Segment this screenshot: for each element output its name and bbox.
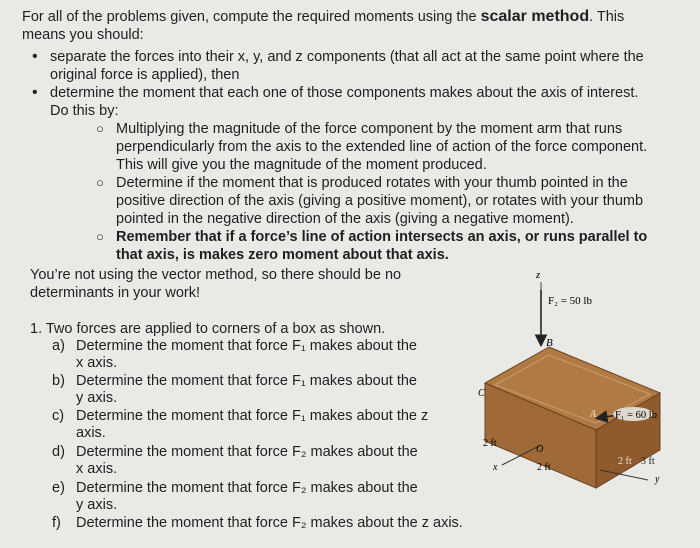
intro-text-2: means you should: (22, 27, 144, 43)
sub-line: Remember that if a force’s line of action intersects an axis, or runs parallel to (116, 229, 648, 245)
dimension-label: 2 ft (537, 462, 551, 473)
question-line: Determine the moment that force F₂ makes about the z axis. (76, 515, 463, 531)
problem-text: Two forces are applied to corners of a box as shown. (45, 321, 386, 337)
bullet-dot-icon: • (32, 48, 38, 65)
bullet-line: original force is applied), then (50, 67, 240, 83)
question-label: b) (52, 373, 65, 389)
question-line: y axis. (76, 497, 118, 513)
sub-line: pointed in the negative direction of the axis (giving a negative moment). (116, 211, 574, 227)
problem-number: 1. (30, 321, 43, 337)
point-c-label: C (478, 388, 485, 399)
question-line: Determine the moment that force F₁ makes about the z (76, 408, 429, 424)
x-axis-label: x (493, 462, 498, 473)
dimension-label: 2 ft (483, 438, 497, 449)
f1-label: F₁ = 60 lb (615, 410, 657, 421)
sub-line: positive direction of the axis (giving a positive moment), or rotates with your thumb (116, 193, 644, 209)
question-label: e) (52, 480, 65, 496)
point-b-label: B (546, 337, 553, 349)
question-line: Determine the moment that force F₁ makes about the (76, 373, 417, 389)
dimension-label: 2 ft (618, 456, 632, 467)
sub-line: This will give you the magnitude of the moment produced. (116, 157, 487, 173)
question-line: axis. (76, 425, 106, 441)
sub-line: Multiplying the magnitude of the force component by the moment arm that runs (116, 121, 623, 137)
z-axis-label: z (536, 269, 541, 281)
intro-text-1: For all of the problems given, compute the required moments using the (22, 9, 481, 25)
point-a-label: A (590, 409, 597, 420)
circle-bullet-icon: ○ (96, 175, 104, 190)
bullet-line: determine the moment that each one of those components makes about the axis of interest. (50, 85, 639, 101)
circle-bullet-icon: ○ (96, 121, 104, 136)
intro-bold-term: scalar method (480, 8, 590, 25)
question-label: d) (52, 444, 65, 460)
question-line: Determine the moment that force F₂ makes about the (76, 480, 418, 496)
sub-line: perpendicularly from the axis to the extended line of action of the force component. (116, 139, 648, 155)
bullet-line: Do this by: (50, 103, 119, 119)
bullet-line: separate the forces into their x, y, and z components (that all act at the same point where the (50, 49, 644, 65)
intro-text-1b: . This (589, 9, 625, 25)
question-label: c) (52, 408, 65, 424)
note-line: determinants in your work! (30, 285, 201, 301)
dimension-label: 3 ft (641, 456, 655, 467)
question-label: a) (52, 338, 65, 354)
bullet-dot-icon: • (32, 84, 38, 101)
circle-bullet-icon: ○ (96, 229, 104, 244)
note-line: You’re not using the vector method, so there should be no (30, 267, 402, 283)
sub-line: that axis, is makes zero moment about that axis. (116, 247, 449, 263)
sub-line: Determine if the moment that is produced rotates with your thumb pointed in the (116, 175, 628, 191)
question-line: x axis. (76, 355, 118, 371)
question-label: f) (52, 515, 61, 531)
f2-label: F₂ = 50 lb (548, 295, 592, 307)
question-line: y axis. (76, 390, 118, 406)
point-o-label: O (536, 444, 544, 455)
question-line: Determine the moment that force F₁ makes about the (76, 338, 417, 354)
y-axis-label: y (655, 474, 660, 485)
question-line: x axis. (76, 461, 118, 477)
question-line: Determine the moment that force F₂ makes about the (76, 444, 418, 460)
